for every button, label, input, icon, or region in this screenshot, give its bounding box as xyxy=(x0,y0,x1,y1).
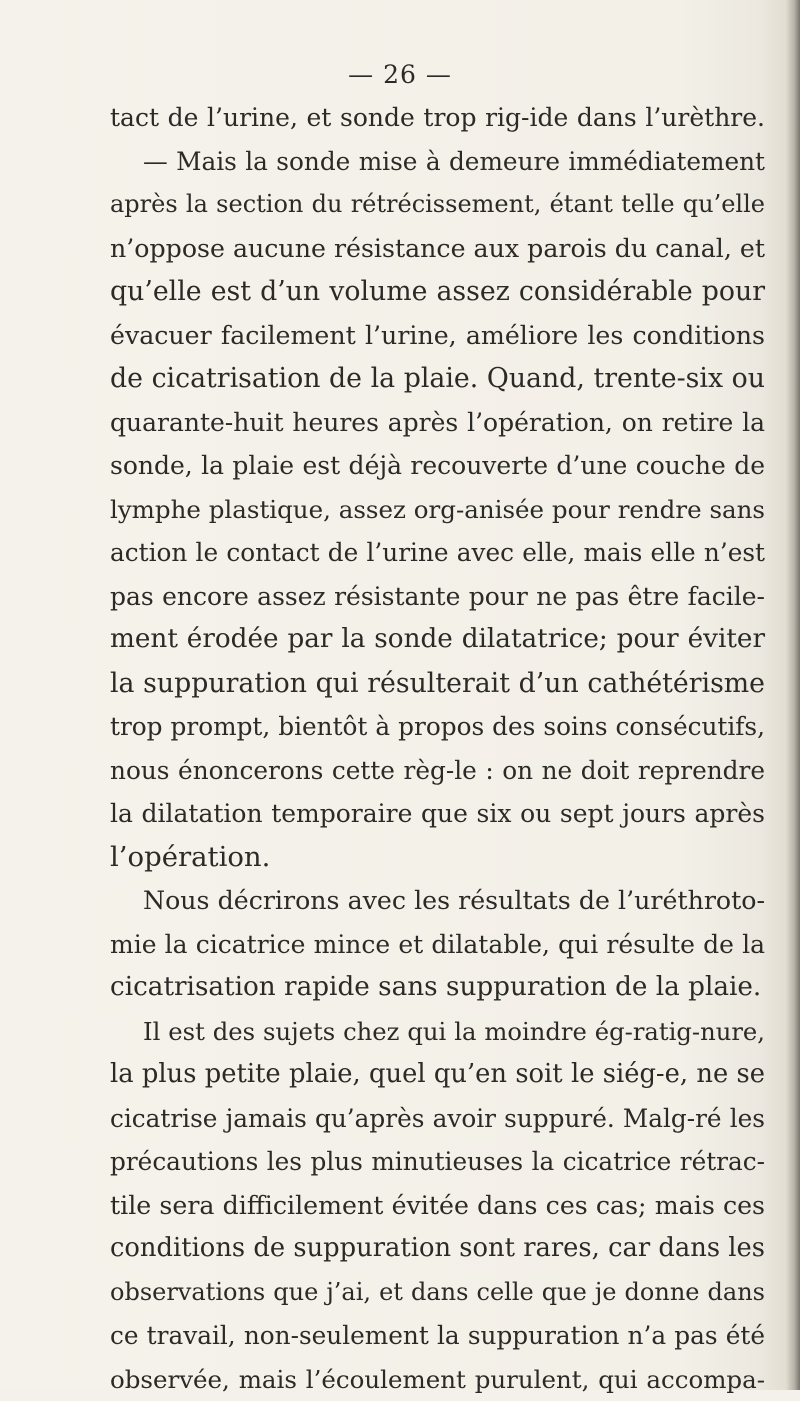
text-line: — Mais la sonde mise à demeure immédiatement xyxy=(110,140,765,184)
text-line: précautions les plus minutieuses la cicatrice rétrac- xyxy=(110,1140,765,1184)
text-line: nous énoncerons cette règ-le : on ne doit reprendre xyxy=(110,749,765,793)
text-line: mie la cicatrice mince et dilatable, qui résulte de la xyxy=(110,923,765,967)
text-line: l’opération. xyxy=(110,836,765,880)
text-line: lymphe plastique, assez org-anisée pour rendre sans xyxy=(110,488,765,532)
page-number: — 26 — xyxy=(0,60,800,89)
text-line: la plus petite plaie, quel qu’en soit le siég-e, ne se xyxy=(110,1053,765,1097)
text-line: évacuer facilement l’urine, améliore les conditions xyxy=(110,314,765,358)
text-line: quarante-huit heures après l’opération, on retire la xyxy=(110,401,765,445)
text-line: qu’elle est d’un volume assez considérable pour xyxy=(110,270,765,314)
page-edge-shadow xyxy=(786,0,800,1390)
text-line: observée, mais l’écoulement purulent, qui accompa- xyxy=(110,1358,765,1401)
text-line: action le contact de l’urine avec elle, mais elle n’est xyxy=(110,531,765,575)
text-line: Nous décrirons avec les résultats de l’uréthroto- xyxy=(110,879,765,923)
text-line: cicatrisation rapide sans suppuration de la plaie. xyxy=(110,966,765,1010)
text-line: cicatrise jamais qu’après avoir suppuré. Malg-ré les xyxy=(110,1097,765,1141)
text-line: n’oppose aucune résistance aux parois du canal, et xyxy=(110,227,765,271)
text-line: pas encore assez résistante pour ne pas être facile- xyxy=(110,575,765,619)
text-line: la suppuration qui résulterait d’un cathétérisme xyxy=(110,662,765,706)
text-line: tile sera difficilement évitée dans ces cas; mais ces xyxy=(110,1184,765,1228)
text-line: trop prompt, bientôt à propos des soins consécutifs, xyxy=(110,705,765,749)
text-line: la dilatation temporaire que six ou sept jours après xyxy=(110,792,765,836)
text-line: sonde, la plaie est déjà recouverte d’une couche de xyxy=(110,444,765,488)
body-text xyxy=(110,96,765,1401)
text-line: conditions de suppuration sont rares, car dans les xyxy=(110,1227,765,1271)
text-line: tact de l’urine, et sonde trop rig-ide dans l’urèthre. xyxy=(110,96,765,140)
text-line: observations que j’ai, et dans celle que je donne dans xyxy=(110,1271,765,1315)
text-line: de cicatrisation de la plaie. Quand, trente-six ou xyxy=(110,357,765,401)
text-line: ce travail, non-seulement la suppuration n’a pas été xyxy=(110,1314,765,1358)
text-line: ment érodée par la sonde dilatatrice; pour éviter xyxy=(110,618,765,662)
text-line: Il est des sujets chez qui la moindre ég-ratig-nure, xyxy=(110,1010,765,1054)
text-line: après la section du rétrécissement, étant telle qu’elle xyxy=(110,183,765,227)
